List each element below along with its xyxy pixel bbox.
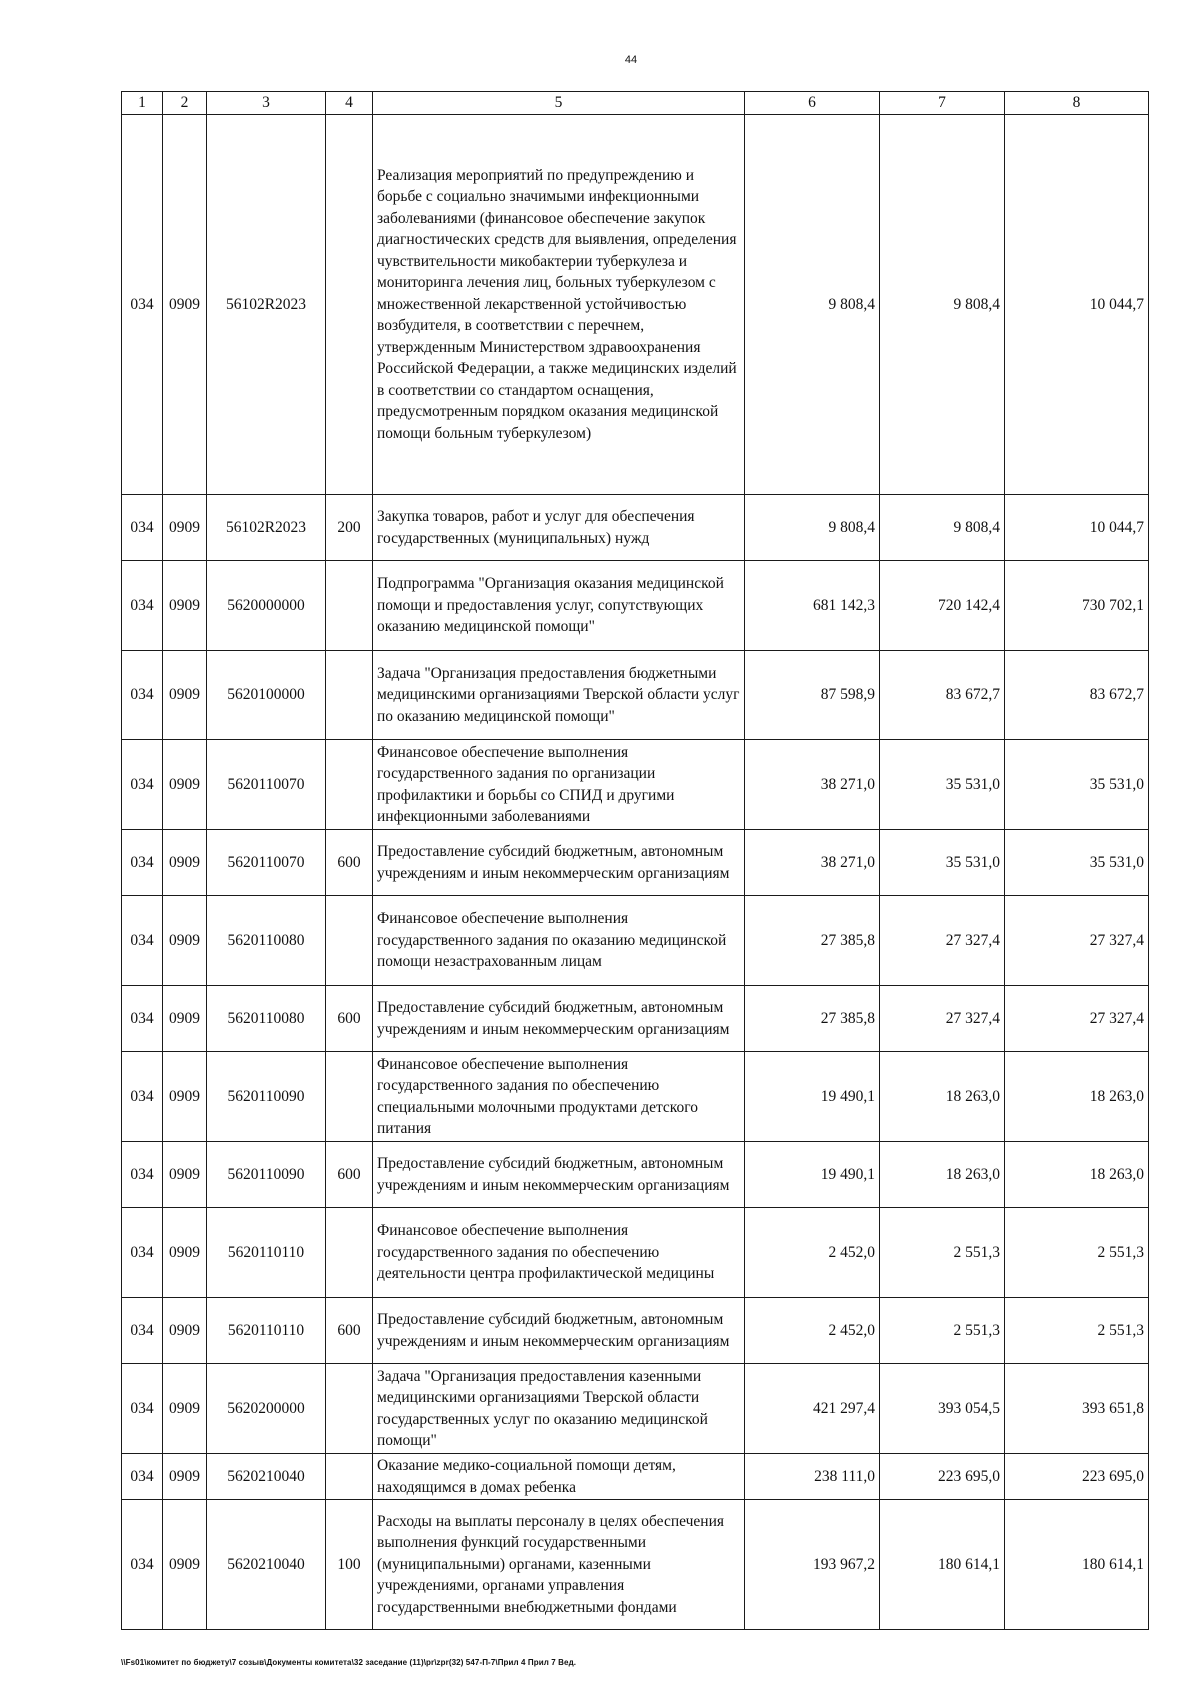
column-header: 6 (745, 92, 880, 115)
table-row (122, 1052, 1149, 1142)
ministry-code-cell: 034 (122, 986, 163, 1052)
description-cell: Финансовое обеспечение выполнения государственного задания по обеспечению специальными молочными продуктами детского питания (373, 1052, 745, 1142)
expense-type-cell (326, 1052, 373, 1142)
ministry-code-cell: 034 (122, 740, 163, 830)
description-cell: Финансовое обеспечение выполнения государственного задания по обеспечению деятельности центра профилактической медицины (373, 1208, 745, 1298)
description-cell: Предоставление субсидий бюджетным, автономным учреждениям и иным некоммерческим организациям (373, 1298, 745, 1364)
amount-cell-col8: 393 651,8 (1005, 1364, 1149, 1454)
amount-cell-col6: 87 598,9 (745, 651, 880, 740)
amount-cell-col7: 180 614,1 (880, 1500, 1005, 1630)
amount-cell-col8: 180 614,1 (1005, 1500, 1149, 1630)
amount-cell-col8: 10 044,7 (1005, 495, 1149, 561)
target-article-cell: 5620110070 (207, 830, 326, 896)
expense-type-cell (326, 561, 373, 651)
page-number: 44 (624, 54, 638, 66)
amount-cell-col8: 27 327,4 (1005, 896, 1149, 986)
amount-cell-col7: 18 263,0 (880, 1052, 1005, 1142)
amount-cell-col7: 2 551,3 (880, 1298, 1005, 1364)
expense-type-cell: 600 (326, 986, 373, 1052)
section-code-cell: 0909 (163, 740, 207, 830)
section-code-cell: 0909 (163, 115, 207, 495)
amount-cell-col6: 27 385,8 (745, 986, 880, 1052)
ministry-code-cell: 034 (122, 1454, 163, 1500)
ministry-code-cell: 034 (122, 896, 163, 986)
target-article-cell: 5620210040 (207, 1454, 326, 1500)
amount-cell-col8: 730 702,1 (1005, 561, 1149, 651)
column-header: 2 (163, 92, 207, 115)
amount-cell-col7: 9 808,4 (880, 115, 1005, 495)
target-article-cell: 5620000000 (207, 561, 326, 651)
description-cell: Задача "Организация предоставления бюджетными медицинскими организациями Тверской области услуг по оказанию медицинской помощи" (373, 651, 745, 740)
column-header: 7 (880, 92, 1005, 115)
expense-type-cell: 100 (326, 1500, 373, 1630)
amount-cell-col8: 83 672,7 (1005, 651, 1149, 740)
amount-cell-col6: 19 490,1 (745, 1052, 880, 1142)
section-code-cell: 0909 (163, 495, 207, 561)
table-row (122, 1298, 1149, 1364)
table-row (122, 651, 1149, 740)
amount-cell-col7: 2 551,3 (880, 1208, 1005, 1298)
amount-cell-col8: 35 531,0 (1005, 830, 1149, 896)
amount-cell-col8: 2 551,3 (1005, 1208, 1149, 1298)
section-code-cell: 0909 (163, 651, 207, 740)
expense-type-cell: 600 (326, 1142, 373, 1208)
amount-cell-col6: 19 490,1 (745, 1142, 880, 1208)
amount-cell-col6: 2 452,0 (745, 1208, 880, 1298)
table-row (122, 1208, 1149, 1298)
section-code-cell: 0909 (163, 1298, 207, 1364)
amount-cell-col8: 18 263,0 (1005, 1052, 1149, 1142)
budget-table (121, 91, 1149, 1630)
target-article-cell: 5620110090 (207, 1142, 326, 1208)
description-cell: Предоставление субсидий бюджетным, автономным учреждениям и иным некоммерческим организациям (373, 986, 745, 1052)
ministry-code-cell: 034 (122, 561, 163, 651)
amount-cell-col8: 35 531,0 (1005, 740, 1149, 830)
section-code-cell: 0909 (163, 1454, 207, 1500)
ministry-code-cell: 034 (122, 830, 163, 896)
description-cell: Предоставление субсидий бюджетным, автономным учреждениям и иным некоммерческим организациям (373, 830, 745, 896)
expense-type-cell (326, 1454, 373, 1500)
amount-cell-col7: 35 531,0 (880, 830, 1005, 896)
target-article-cell: 56102R2023 (207, 495, 326, 561)
section-code-cell: 0909 (163, 986, 207, 1052)
expense-type-cell: 600 (326, 1298, 373, 1364)
column-header: 5 (373, 92, 745, 115)
amount-cell-col6: 2 452,0 (745, 1298, 880, 1364)
amount-cell-col8: 27 327,4 (1005, 986, 1149, 1052)
expense-type-cell (326, 1208, 373, 1298)
amount-cell-col7: 223 695,0 (880, 1454, 1005, 1500)
description-cell: Закупка товаров, работ и услуг для обеспечения государственных (муниципальных) нужд (373, 495, 745, 561)
amount-cell-col6: 238 111,0 (745, 1454, 880, 1500)
table-row (122, 1454, 1149, 1500)
section-code-cell: 0909 (163, 1208, 207, 1298)
expense-type-cell (326, 651, 373, 740)
column-header: 8 (1005, 92, 1149, 115)
target-article-cell: 56102R2023 (207, 115, 326, 495)
section-code-cell: 0909 (163, 896, 207, 986)
description-cell: Реализация мероприятий по предупреждению и борьбе с социально значимыми инфекционными заболеваниями (финансовое обеспечение закупок диагностических средств для выявления, определения чувствительности микобактерии туберкулеза и мониторинга лечения лиц, больных туберкулезом с множественной лекарственной устойчивостью возбудителя, в соответствии с перечнем, утвержденным Министерством здравоохранения Российской Федерации, а также медицинских изделий в соответствии со стандартом оснащения, предусмотренным порядком оказания медицинской помощи больным туберкулезом) (373, 115, 745, 495)
expense-type-cell: 200 (326, 495, 373, 561)
table-row (122, 561, 1149, 651)
amount-cell-col7: 27 327,4 (880, 986, 1005, 1052)
column-header: 1 (122, 92, 163, 115)
amount-cell-col6: 9 808,4 (745, 495, 880, 561)
amount-cell-col7: 9 808,4 (880, 495, 1005, 561)
description-cell: Задача "Организация предоставления казенными медицинскими организациями Тверской области государственных услуг по оказанию медицинской помощи" (373, 1364, 745, 1454)
target-article-cell: 5620110070 (207, 740, 326, 830)
amount-cell-col7: 27 327,4 (880, 896, 1005, 986)
description-cell: Предоставление субсидий бюджетным, автономным учреждениям и иным некоммерческим организациям (373, 1142, 745, 1208)
section-code-cell: 0909 (163, 1052, 207, 1142)
target-article-cell: 5620210040 (207, 1500, 326, 1630)
expense-type-cell (326, 1364, 373, 1454)
table-row (122, 115, 1149, 495)
column-header: 3 (207, 92, 326, 115)
document-file-path: \\Fs01\комитет по бюджету\7 созыв\Документы комитета\32 заседание (11)\pr\zpr(32) 547-П-7\Прил 4 Прил 7 Вед. (121, 1658, 577, 1667)
amount-cell-col6: 193 967,2 (745, 1500, 880, 1630)
amount-cell-col8: 10 044,7 (1005, 115, 1149, 495)
ministry-code-cell: 034 (122, 495, 163, 561)
table-row (122, 1142, 1149, 1208)
section-code-cell: 0909 (163, 561, 207, 651)
column-header: 4 (326, 92, 373, 115)
expense-type-cell (326, 115, 373, 495)
column-header-row (122, 92, 1149, 115)
description-cell: Финансовое обеспечение выполнения государственного задания по организации профилактики и борьбы со СПИД и другими инфекционными заболеваниями (373, 740, 745, 830)
amount-cell-col7: 35 531,0 (880, 740, 1005, 830)
amount-cell-col8: 223 695,0 (1005, 1454, 1149, 1500)
description-cell: Оказание медико-социальной помощи детям, находящимся в домах ребенка (373, 1454, 745, 1500)
ministry-code-cell: 034 (122, 1052, 163, 1142)
section-code-cell: 0909 (163, 830, 207, 896)
ministry-code-cell: 034 (122, 115, 163, 495)
amount-cell-col7: 18 263,0 (880, 1142, 1005, 1208)
description-cell: Расходы на выплаты персоналу в целях обеспечения выполнения функций государственными (муниципальными) органами, казенными учреждениями, органами управления государственными внебюджетными фондами (373, 1500, 745, 1630)
amount-cell-col7: 720 142,4 (880, 561, 1005, 651)
target-article-cell: 5620110080 (207, 986, 326, 1052)
table-row (122, 896, 1149, 986)
amount-cell-col7: 83 672,7 (880, 651, 1005, 740)
amount-cell-col6: 421 297,4 (745, 1364, 880, 1454)
amount-cell-col6: 681 142,3 (745, 561, 880, 651)
amount-cell-col6: 38 271,0 (745, 740, 880, 830)
table-row (122, 1500, 1149, 1630)
ministry-code-cell: 034 (122, 1364, 163, 1454)
section-code-cell: 0909 (163, 1364, 207, 1454)
amount-cell-col6: 9 808,4 (745, 115, 880, 495)
amount-cell-col8: 2 551,3 (1005, 1298, 1149, 1364)
target-article-cell: 5620100000 (207, 651, 326, 740)
description-cell: Подпрограмма "Организация оказания медицинской помощи и предоставления услуг, сопутствующих оказанию медицинской помощи" (373, 561, 745, 651)
ministry-code-cell: 034 (122, 1500, 163, 1630)
target-article-cell: 5620110090 (207, 1052, 326, 1142)
table-row (122, 1364, 1149, 1454)
section-code-cell: 0909 (163, 1142, 207, 1208)
target-article-cell: 5620200000 (207, 1364, 326, 1454)
description-cell: Финансовое обеспечение выполнения государственного задания по оказанию медицинской помощи незастрахованным лицам (373, 896, 745, 986)
ministry-code-cell: 034 (122, 1142, 163, 1208)
section-code-cell: 0909 (163, 1500, 207, 1630)
amount-cell-col7: 393 054,5 (880, 1364, 1005, 1454)
target-article-cell: 5620110080 (207, 896, 326, 986)
amount-cell-col6: 38 271,0 (745, 830, 880, 896)
target-article-cell: 5620110110 (207, 1208, 326, 1298)
amount-cell-col6: 27 385,8 (745, 896, 880, 986)
expense-type-cell: 600 (326, 830, 373, 896)
ministry-code-cell: 034 (122, 1298, 163, 1364)
table-row (122, 495, 1149, 561)
expense-type-cell (326, 896, 373, 986)
target-article-cell: 5620110110 (207, 1298, 326, 1364)
table-row (122, 830, 1149, 896)
expense-type-cell (326, 740, 373, 830)
table-row (122, 740, 1149, 830)
amount-cell-col8: 18 263,0 (1005, 1142, 1149, 1208)
table-row (122, 986, 1149, 1052)
ministry-code-cell: 034 (122, 651, 163, 740)
ministry-code-cell: 034 (122, 1208, 163, 1298)
